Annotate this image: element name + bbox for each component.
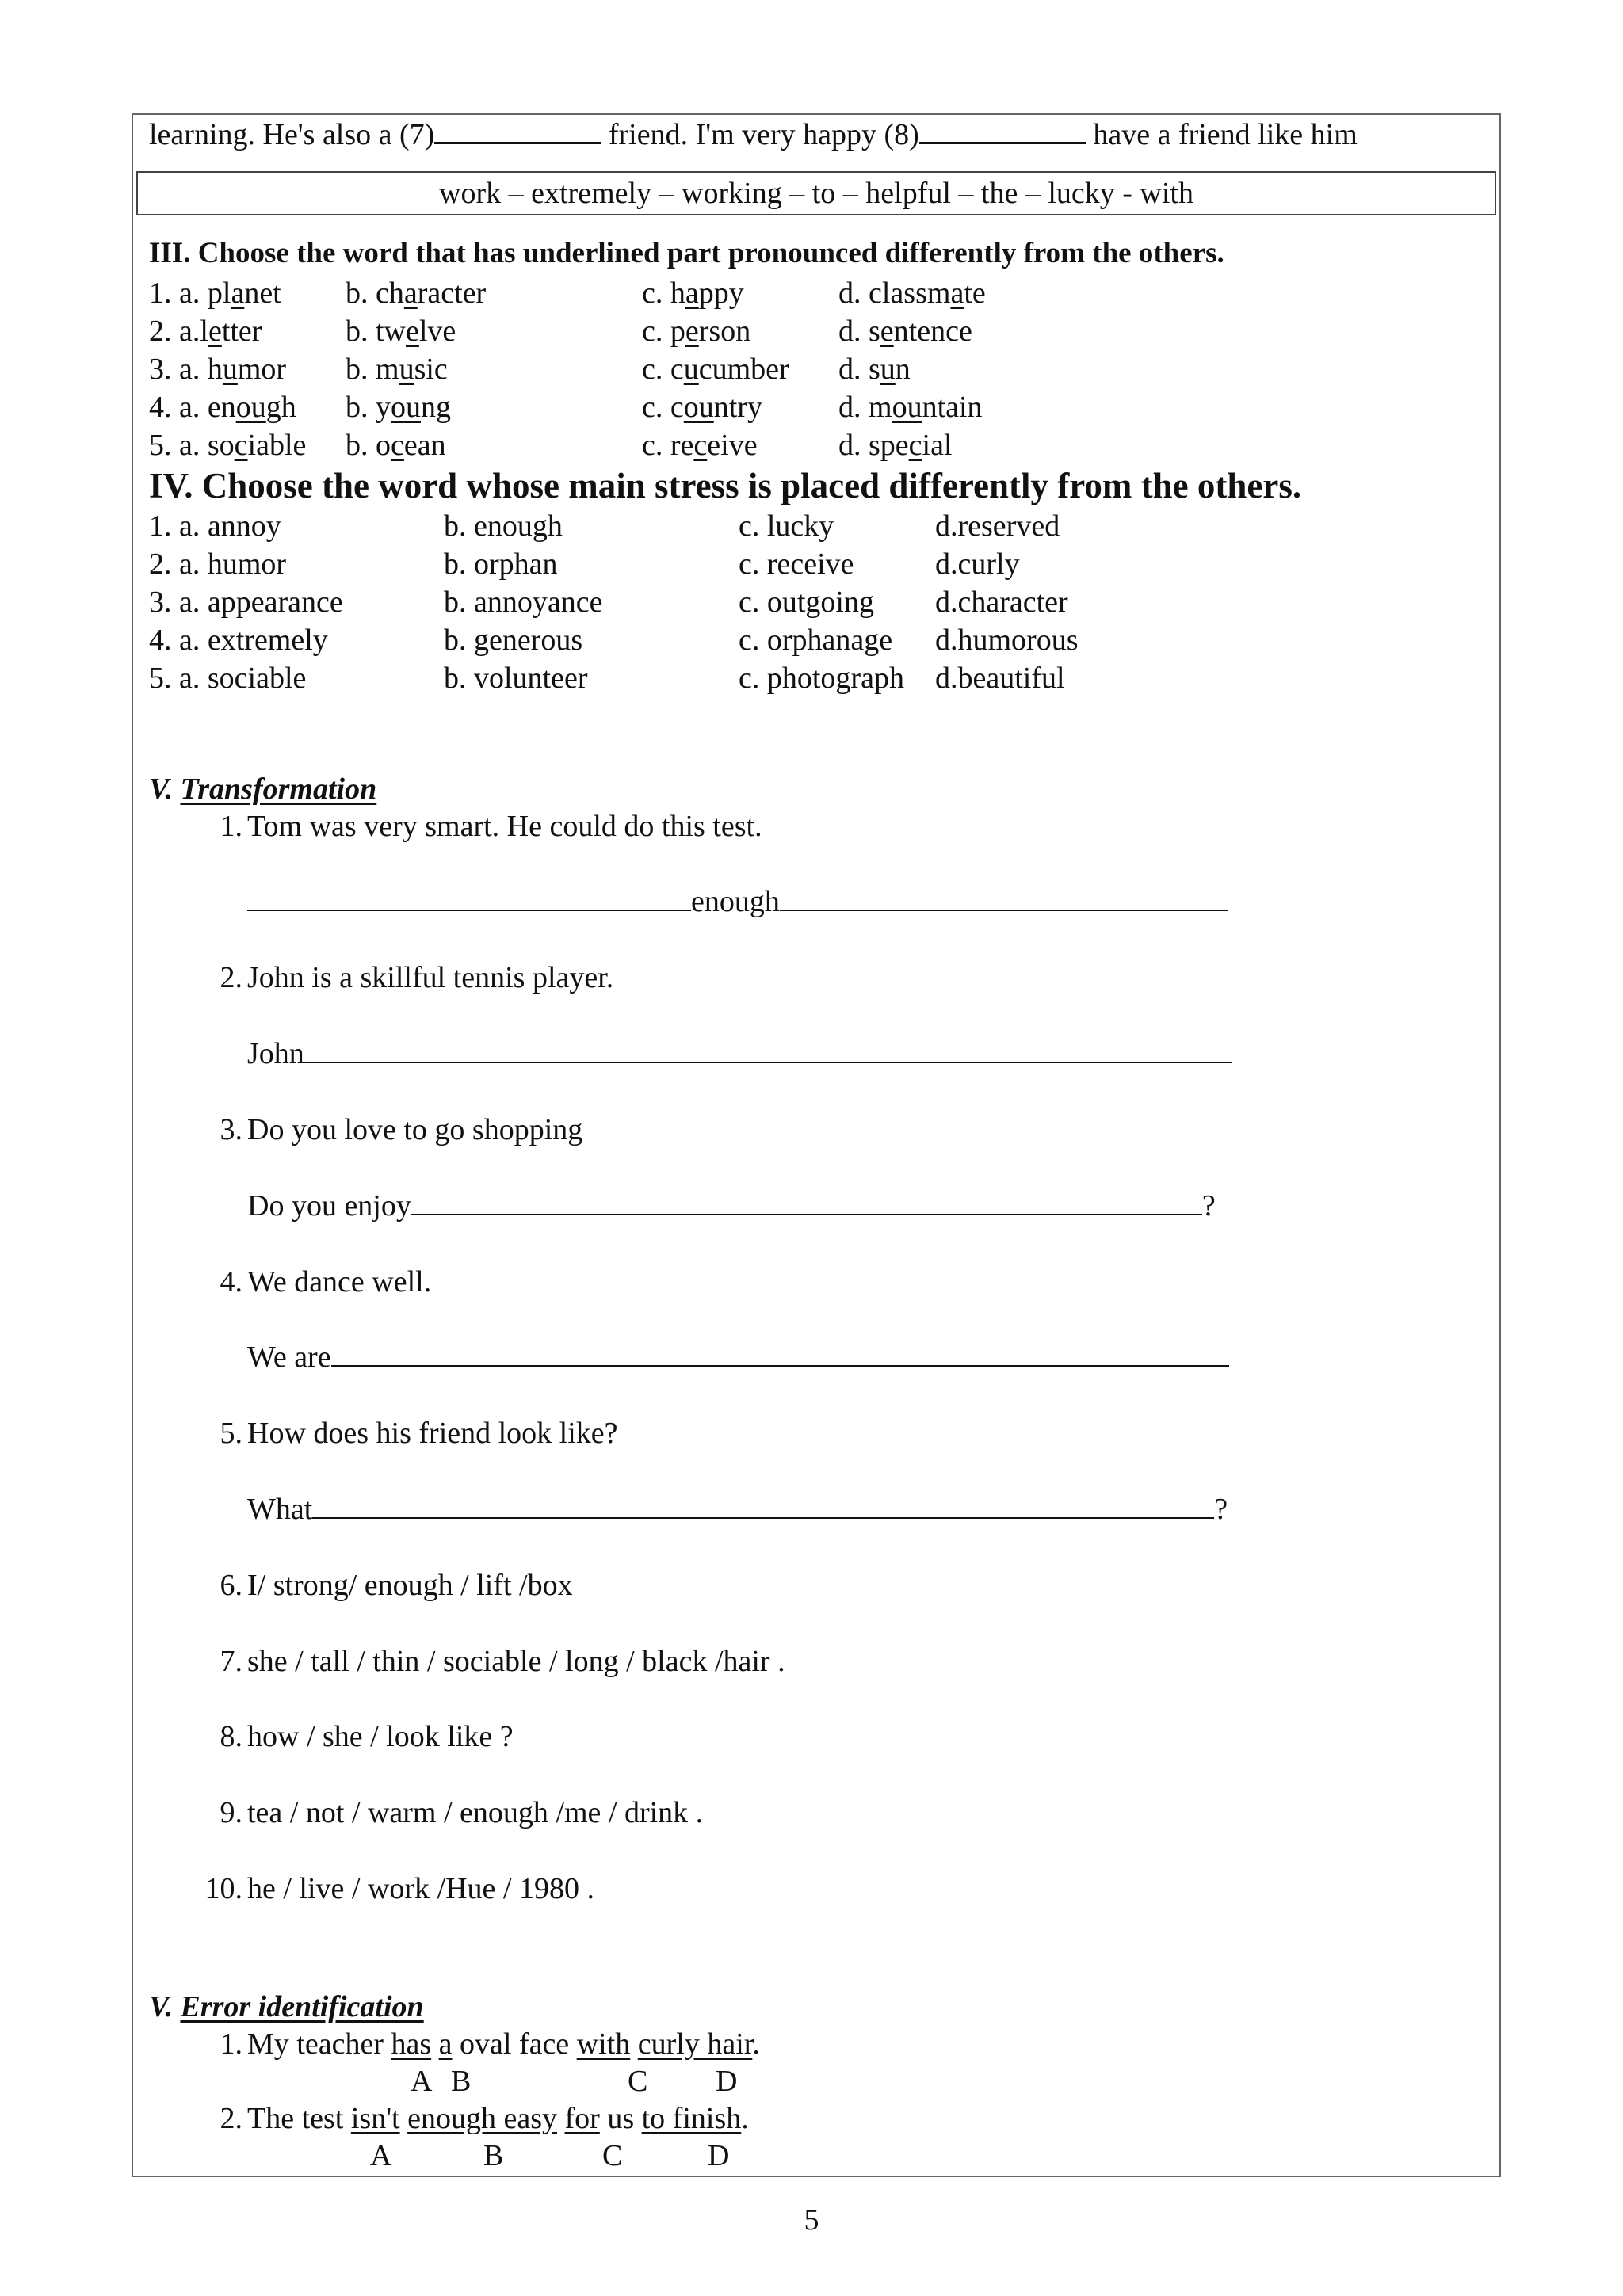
s4-opt-a: 3. a. appearance: [149, 585, 343, 619]
blank-7[interactable]: [434, 118, 601, 144]
s3-opt-c: c. person: [642, 315, 751, 348]
s4-opt-d: d.character: [935, 585, 1068, 619]
s4-opt-d: d.reserved: [935, 509, 1060, 543]
word-box: work – extremely – working – to – helpful – the – lucky - with: [136, 171, 1496, 215]
passage-text-1: learning. He's also a (7): [149, 118, 435, 151]
s3-opt-a: 4. a. enough: [149, 391, 296, 424]
s3-opt-a: 1. a. planet: [149, 277, 281, 310]
s4-opt-b: b. enough: [444, 509, 563, 543]
s4-opt-a: 4. a. extremely: [149, 624, 328, 657]
s3-opt-b: b. young: [346, 391, 451, 424]
page-number: 5: [804, 2203, 819, 2237]
s3-opt-c: c. country: [642, 391, 762, 424]
frame-top-border: [132, 113, 1501, 115]
answer-blank[interactable]: [331, 1341, 1229, 1367]
s4-opt-a: 5. a. sociable: [149, 662, 307, 695]
transform-answer-5[interactable]: What ?: [247, 1493, 1228, 1526]
transform-answer-2[interactable]: John: [247, 1035, 1232, 1072]
section-5-title: Transformation: [180, 772, 377, 806]
passage-text-3: have a friend like him: [1085, 118, 1358, 151]
s4-opt-c: c. orphanage: [739, 624, 893, 657]
answer-blank[interactable]: [304, 1038, 1232, 1063]
item-number: 1.: [220, 810, 242, 843]
s4-opt-b: b. volunteer: [444, 662, 588, 695]
s4-opt-a: 2. a. humor: [149, 547, 287, 581]
s3-opt-d: d. sun: [838, 353, 911, 386]
s3-opt-d: d. special: [838, 429, 953, 462]
s3-opt-b: b. music: [346, 353, 448, 386]
s3-opt-d: d. sentence: [838, 315, 972, 348]
s4-opt-c: c. lucky: [739, 509, 834, 543]
s4-opt-b: b. orphan: [444, 547, 558, 581]
s4-opt-d: d.beautiful: [935, 662, 1065, 695]
section-5-heading: V. Transformation: [149, 772, 377, 806]
s4-opt-a: 1. a. annoy: [149, 509, 281, 543]
answer-blank[interactable]: [411, 1190, 1202, 1215]
s3-opt-c: c. happy: [642, 277, 744, 310]
transform-answer-1[interactable]: enough: [247, 883, 1228, 920]
s4-opt-c: c. photograph: [739, 662, 904, 695]
section-3-title: III. Choose the word that has underlined part pronounced differently from the others.: [149, 237, 1224, 269]
answer-blank[interactable]: [780, 886, 1228, 911]
section-6-title: Error identification: [180, 1990, 424, 2023]
s3-opt-b: b. twelve: [346, 315, 456, 348]
answer-blank[interactable]: [247, 886, 691, 911]
transform-answer-3[interactable]: Do you enjoy ?: [247, 1189, 1216, 1222]
section-4-title: IV. Choose the word whose main stress is placed differently from the others.: [149, 466, 1302, 505]
passage-text-2: friend. I'm very happy (8): [601, 118, 919, 151]
transform-answer-4[interactable]: We are: [247, 1339, 1229, 1375]
section-6-heading: V. Error identification: [149, 1990, 424, 2023]
s3-opt-a: 5. a. sociable: [149, 429, 307, 462]
s3-opt-b: b. character: [346, 277, 487, 310]
s4-opt-c: c. receive: [739, 547, 854, 581]
s3-opt-d: d. classmate: [838, 277, 986, 310]
s3-opt-c: c. cucumber: [642, 353, 789, 386]
s3-opt-a: 3. a. humor: [149, 353, 287, 386]
s3-opt-b: b. ocean: [346, 429, 446, 462]
s3-opt-d: d. mountain: [838, 391, 983, 424]
s3-opt-a: 2. a.letter: [149, 315, 262, 348]
answer-blank[interactable]: [312, 1493, 1214, 1519]
item-question: Tom was very smart. He could do this test.: [247, 810, 762, 843]
s4-opt-b: b. annoyance: [444, 585, 603, 619]
blank-8[interactable]: [919, 118, 1086, 144]
passage-last-line: [149, 116, 1358, 153]
s4-opt-d: d.humorous: [935, 624, 1079, 657]
s4-opt-b: b. generous: [444, 624, 583, 657]
s3-opt-c: c. receive: [642, 429, 758, 462]
s4-opt-d: d.curly: [935, 547, 1020, 581]
s4-opt-c: c. outgoing: [739, 585, 874, 619]
